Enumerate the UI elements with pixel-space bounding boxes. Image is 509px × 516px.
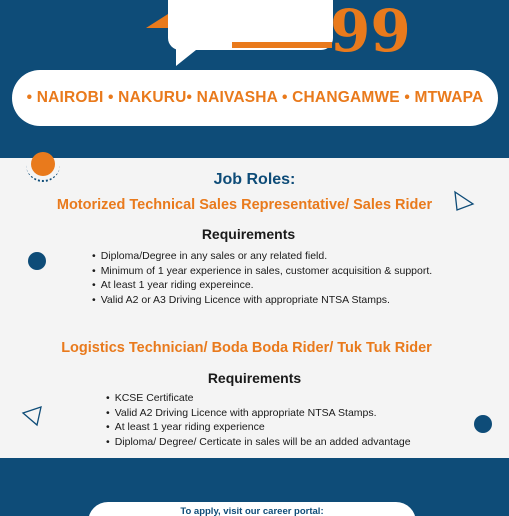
role-title: Motorized Technical Sales Representative/ Sales Rider <box>56 197 433 213</box>
requirements-list <box>92 249 432 307</box>
locations-list: • NAIROBI • NAKURU• NAIVASHA • CHANGAMWE • MTWAPA <box>26 89 484 106</box>
bubble-stripe <box>232 42 332 48</box>
list-item: • KCSE Certificate <box>106 391 411 406</box>
requirements-heading: Requirements <box>207 370 302 386</box>
job-roles-title: Job Roles: <box>213 171 296 188</box>
role-title: Logistics Technician/ Boda Boda Rider/ Tuk Tuk Rider <box>61 340 432 356</box>
list-item: • Valid A2 Driving Licence with appropriate NTSA Stamps. <box>106 406 411 421</box>
list-item: • Minimum of 1 year experience in sales, customer acquisition & support. <box>92 264 432 279</box>
list-item: • At least 1 year riding expereince. <box>92 278 432 293</box>
list-item: • Diploma/Degree in any sales or any related field. <box>92 249 432 264</box>
locations-banner <box>12 70 498 126</box>
list-item: • Diploma/ Degree/ Certicate in sales will be an added advantage <box>106 435 411 450</box>
list-item: • At least 1 year riding experience <box>106 420 411 435</box>
blue-dot-decoration <box>28 252 46 270</box>
quote-icon: 99 <box>330 0 411 65</box>
apply-text: To apply, visit our career portal: <box>180 506 324 516</box>
triangle-outline-icon <box>20 404 44 428</box>
requirements-list <box>106 391 411 449</box>
blue-dot-decoration <box>474 415 492 433</box>
list-item: • Valid A2 or A3 Driving Licence with appropriate NTSA Stamps. <box>92 293 432 308</box>
requirements-heading: Requirements <box>201 226 296 242</box>
